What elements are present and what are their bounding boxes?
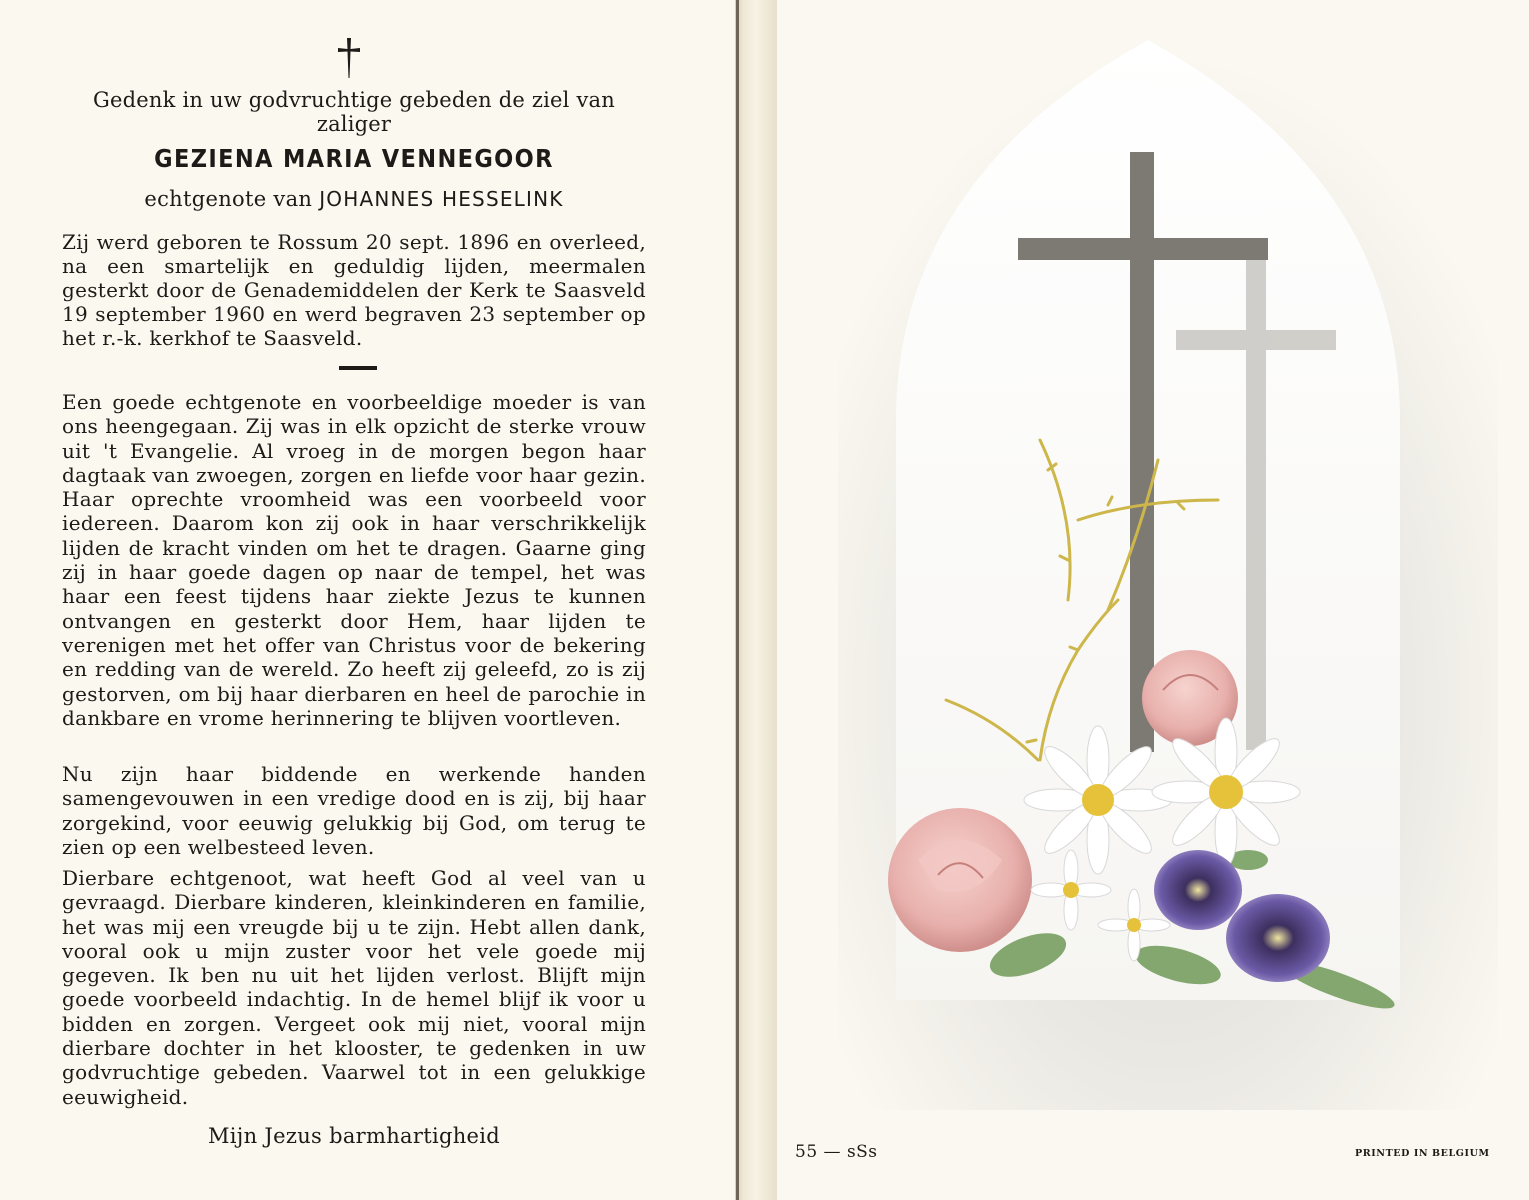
spouse-prefix: echtgenote van bbox=[144, 187, 313, 211]
intro-line-2: zaliger bbox=[316, 112, 392, 136]
intro-text bbox=[62, 88, 646, 136]
devotional-illustration bbox=[778, 0, 1529, 1120]
spouse-line bbox=[62, 187, 646, 211]
card-number: 55 — sSs bbox=[795, 1142, 878, 1162]
tribute-paragraph-1: Een goede echtgenote en voorbeeldige moeder is van ons heengegaan. Zij was in elk opzicht de sterke vrouw uit 't Evangelie. Al vroeg in de morgen begon haar dagtaak van zwoegen, zorgen en liefde voor haar gezin. Haar oprechte vroomheid was een voorbeeld voor iedereen. Daarom kon zij ook in haar verschrikkelijk lijden de kracht vinden om het te dragen. Gaarne ging zij in haar goede dagen op naar de tempel, het was haar een feest tijdens haar ziekte Jezus te kunnen ontvangen en gesterkt door Hem, haar lijden te verenigen met het offer van Christus voor de bekering en redding van de wereld. Zo heeft zij geleefd, zo is zij gestorven, om bij haar dierbaren en heel de parochie in dankbare en vrome herinnering te blijven voortleven. bbox=[62, 390, 646, 730]
card-fold bbox=[735, 0, 777, 1200]
pansy-lower bbox=[1226, 894, 1330, 982]
daisy-center bbox=[1024, 726, 1172, 874]
memorial-text-panel bbox=[0, 0, 735, 1200]
divider-rule bbox=[339, 366, 377, 370]
closing-prayer: Mijn Jezus barmhartigheid bbox=[207, 1124, 501, 1148]
biography-paragraph: Zij werd geboren te Rossum 20 sept. 1896 en overleed, na een smartelijk en geduldig lijden, meermalen gesterkt door de Genademiddelen der Kerk te Saasveld 19 september 1960 en werd begraven 23 september op het r.-k. kerkhof te Saasveld. bbox=[62, 230, 646, 350]
tribute-paragraph-3: Dierbare echtgenoot, wat heeft God al veel van u gevraagd. Dierbare kinderen, kleinkinderen en familie, het was mij een vreugde bij u te zijn. Hebt allen dank, vooral ook u mijn zuster voor het vele goede mij gegeven. Ik ben nu uit het lijden verlost. Blijft mijn goede voorbeeld indachtig. In de hemel blijf ik voor u bidden en zorgen. Vergeet ook mij niet, vooral mijn dierbare dochter in het klooster, te gedenken in uw godvruchtige gebeden. Vaarwel tot in een gelukkige eeuwigheid. bbox=[62, 866, 646, 1109]
pink-rose-large bbox=[888, 808, 1032, 952]
deceased-name: GEZIENA MARIA VENNEGOOR bbox=[154, 144, 554, 173]
spouse-name: JOHANNES HESSELINK bbox=[319, 187, 564, 211]
intro-line-1: Gedenk in uw godvruchtige gebeden de ziel van bbox=[93, 88, 615, 112]
daisy-right bbox=[1152, 718, 1300, 866]
pansy-upper bbox=[1154, 850, 1242, 930]
printed-in-belgium: PRINTED IN BELGIUM bbox=[1355, 1148, 1490, 1159]
tribute-paragraph-2: Nu zijn haar biddende en werkende handen samengevouwen in een vredige dood en is zij, bij haar zorgekind, voor eeuwig gelukkig bij God, om terug te zien op een welbesteed leven. bbox=[62, 762, 646, 859]
fold-line bbox=[736, 0, 739, 1200]
cross-icon bbox=[336, 36, 362, 82]
